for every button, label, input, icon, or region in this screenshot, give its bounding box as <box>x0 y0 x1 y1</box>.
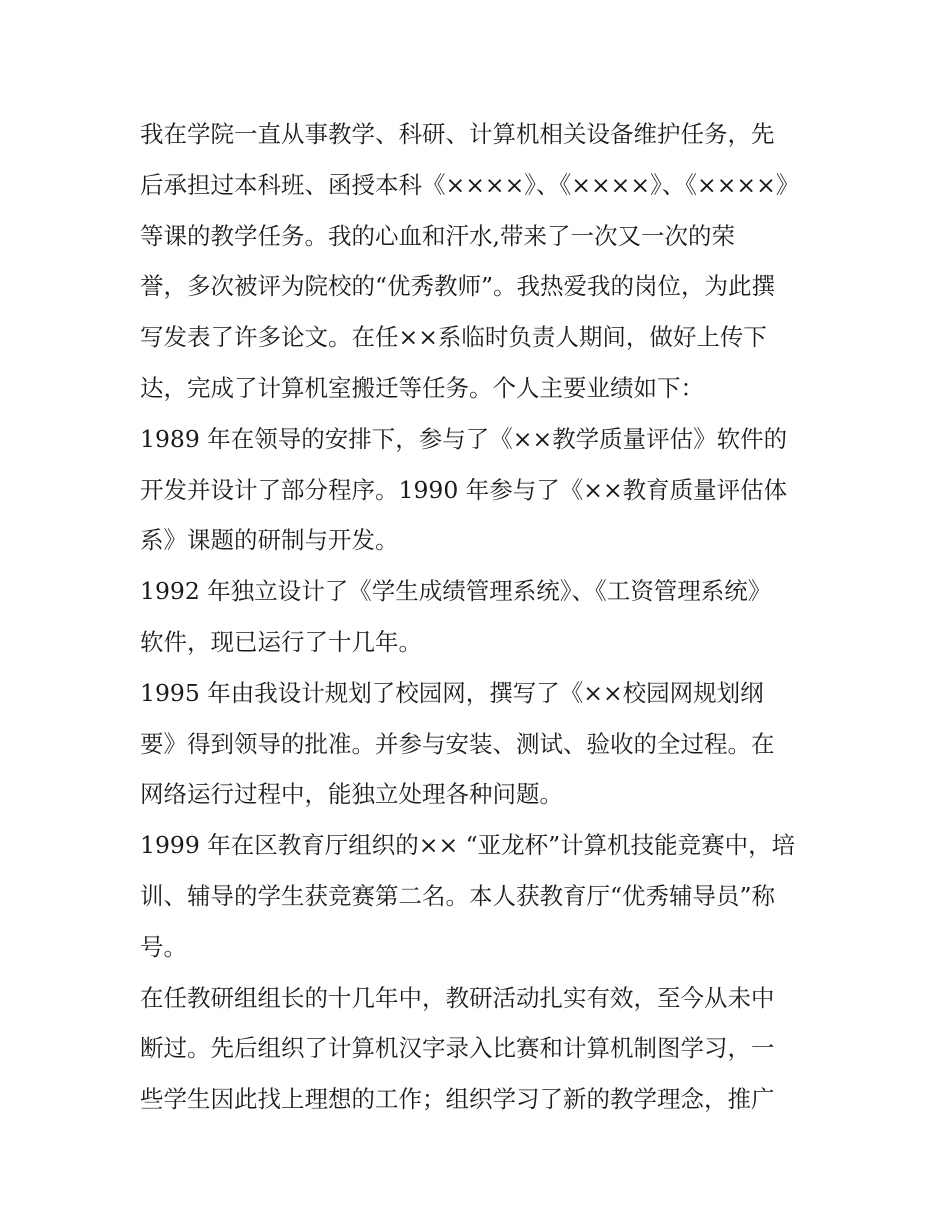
text-line: 系》课题的研制与开发。 <box>140 526 399 555</box>
text-line: 1995 年由我设计规划了校园网，撰写了《××校园网规划纲 <box>140 678 764 707</box>
text-line: 号。 <box>140 932 187 961</box>
text-line: 些学生因此找上理想的工作；组织学习了新的教学理念，推广 <box>140 1085 775 1114</box>
text-line: 软件，现已运行了十几年。 <box>140 627 422 656</box>
text-line: 要》得到领导的批准。并参与安装、测试、验收的全过程。在 <box>140 729 775 758</box>
text-line: 1989 年在领导的安排下，参与了《××教学质量评估》软件的 <box>140 424 788 453</box>
body-text <box>140 109 820 1125</box>
text-line: 断过。先后组织了计算机汉字录入比赛和计算机制图学习，一 <box>140 1034 775 1063</box>
text-line: 誉，多次被评为院校的“优秀教师”。我热爱我的岗位，为此撰 <box>140 272 776 301</box>
text-line: 在任教研组组长的十几年中，教研活动扎实有效，至今从未中 <box>140 983 775 1012</box>
text-line: 后承担过本科班、函授本科《××××》、《××××》、《××××》 <box>140 170 800 199</box>
text-line: 1999 年在区教育厅组织的×× “亚龙杯”计算机技能竞赛中，培 <box>140 831 796 860</box>
text-line: 训、辅导的学生获竞赛第二名。本人获教育厅“优秀辅导员”称 <box>140 881 776 910</box>
text-line: 网络运行过程中，能独立处理各种问题。 <box>140 780 563 809</box>
text-line: 1992 年独立设计了《学生成绩管理系统》、《工资管理系统》 <box>140 577 772 606</box>
text-line: 等课的教学任务。我的心血和汗水,带来了一次又一次的荣 <box>140 221 735 250</box>
text-line: 写发表了许多论文。在任××系临时负责人期间，做好上传下 <box>140 323 767 352</box>
text-line: 开发并设计了部分程序。1990 年参与了《××教育质量评估体 <box>140 475 788 504</box>
text-line: 达，完成了计算机室搬迁等任务。个人主要业绩如下： <box>140 373 704 402</box>
text-line: 我在学院一直从事教学、科研、计算机相关设备维护任务，先 <box>140 120 775 148</box>
